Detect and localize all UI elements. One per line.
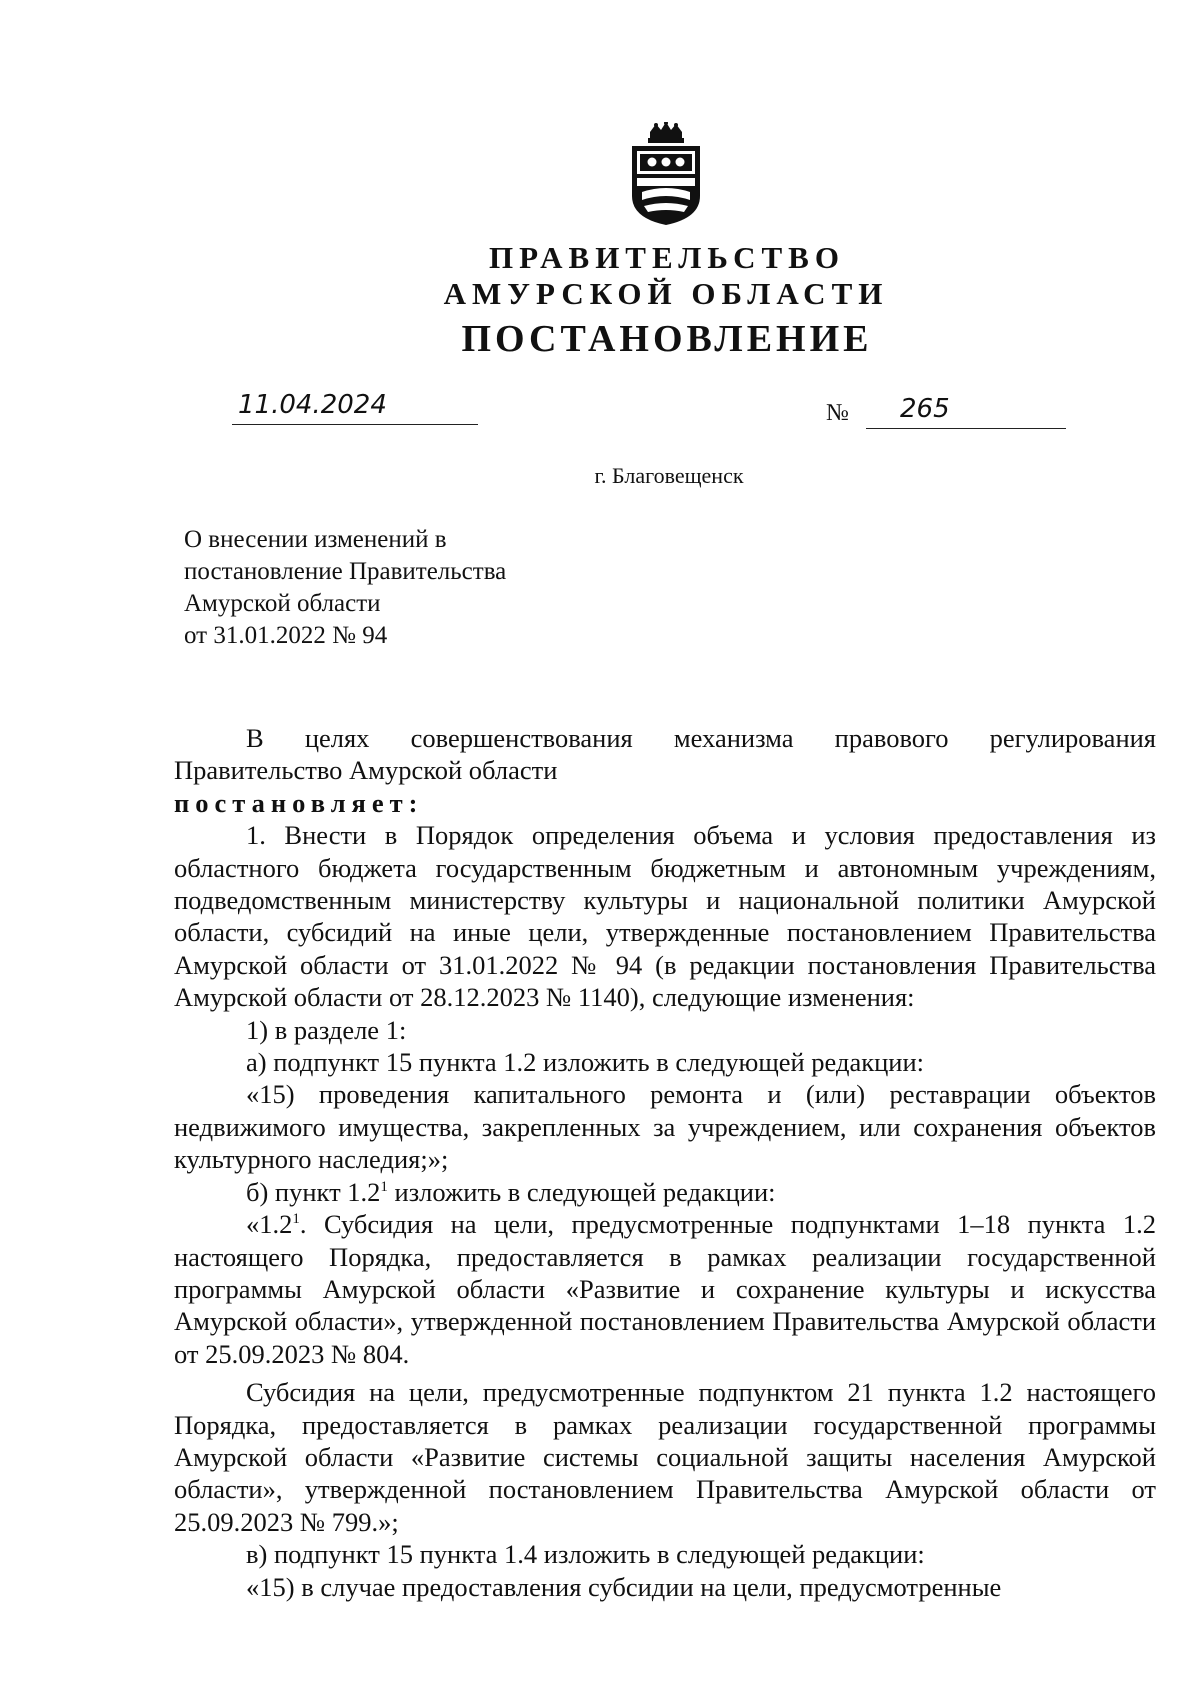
paragraph-5 bbox=[174, 1176, 1156, 1208]
date-underline bbox=[232, 424, 478, 425]
superscript: 1 bbox=[292, 1211, 300, 1228]
paragraph-5-text: б) пункт 1.2 bbox=[246, 1176, 381, 1207]
organization-name-line1: ПРАВИТЕЛЬСТВО bbox=[489, 240, 845, 275]
document-type-title: ПОСТАНОВЛЕНИЕ bbox=[461, 318, 873, 360]
document-body bbox=[174, 722, 1156, 1603]
decree-word-paragraph bbox=[174, 787, 1156, 819]
paragraph-4: «15) проведения капитального ремонта и (или) реставрации объектов недвижимого имущества, закрепленных за учреждением, или сохранения объектов культурного наследия;»; bbox=[174, 1079, 1156, 1175]
paragraph-1: 1. Внести в Порядок определения объема и условия предоставления из областного бюджета государственным бюджетным и автономным учреждениям, подведомственным министерству культуры и национальной политики Амурской области, субсидий на иные цели, утвержденные постановлением Правительства Амурской области от 31.01.2022 № 94 (в редакции постановления Правительства Амурской области от 28.12.2023 № 1140), следующие изменения: bbox=[174, 820, 1156, 1013]
number-underline bbox=[866, 428, 1066, 429]
document-subject bbox=[184, 524, 506, 652]
paragraph-2: 1) в разделе 1: bbox=[246, 1014, 407, 1045]
paragraph-6-text-post: . Субсидия на цели, предусмотренные подпунктами 1–18 пункта 1.2 настоящего Порядка, предоставляется в рамках реализации государственной программы Амурской области «Развитие и сохранение культуры и искусства Амурской области», утвержденной постановлением Правительства Амурской области от 25.09.2023 № 804. bbox=[174, 1209, 1156, 1369]
subject-line: от 31.01.2022 № 94 bbox=[184, 622, 388, 649]
preamble-paragraph: В целях совершенствования механизма правового регулирования Правительство Амурской области bbox=[174, 723, 1156, 786]
coat-of-arms-emblem bbox=[628, 122, 704, 226]
subject-line: О внесении изменений в bbox=[184, 526, 447, 553]
handwritten-date: 11.04.2024 bbox=[238, 390, 387, 420]
paragraph-6 bbox=[174, 1208, 1156, 1370]
paragraph-5-text-post: изложить в следующей редакции: bbox=[387, 1176, 776, 1207]
organization-name-line2: АМУРСКОЙ ОБЛАСТИ bbox=[443, 276, 889, 311]
paragraph-6-text: «1.2 bbox=[246, 1209, 293, 1240]
paragraph-7: Субсидия на цели, предусмотренные подпунктом 21 пункта 1.2 настоящего Порядка, предоставляется в рамках реализации государственной программы Амурской области «Развитие системы социальной защиты населения Амурской области», утвержденной постановлением Правительства Амурской области от 25.09.2023 № 799.»; bbox=[174, 1377, 1156, 1537]
paragraph-3: а) подпункт 15 пункта 1.2 изложить в следующей редакции: bbox=[246, 1047, 924, 1078]
paragraph-9: «15) в случае предоставления субсидии на цели, предусмотренные bbox=[246, 1571, 1002, 1602]
superscript: 1 bbox=[380, 1178, 388, 1195]
paragraph-8: в) подпункт 15 пункта 1.4 изложить в следующей редакции: bbox=[246, 1539, 925, 1570]
city-name: г. Благовещенск bbox=[594, 463, 744, 488]
subject-line: постановление Правительства bbox=[184, 558, 507, 585]
number-label: № bbox=[826, 400, 849, 426]
subject-line: Амурской области bbox=[184, 590, 381, 617]
handwritten-number: 265 bbox=[900, 394, 950, 424]
decree-word: постановляет: bbox=[174, 787, 424, 818]
